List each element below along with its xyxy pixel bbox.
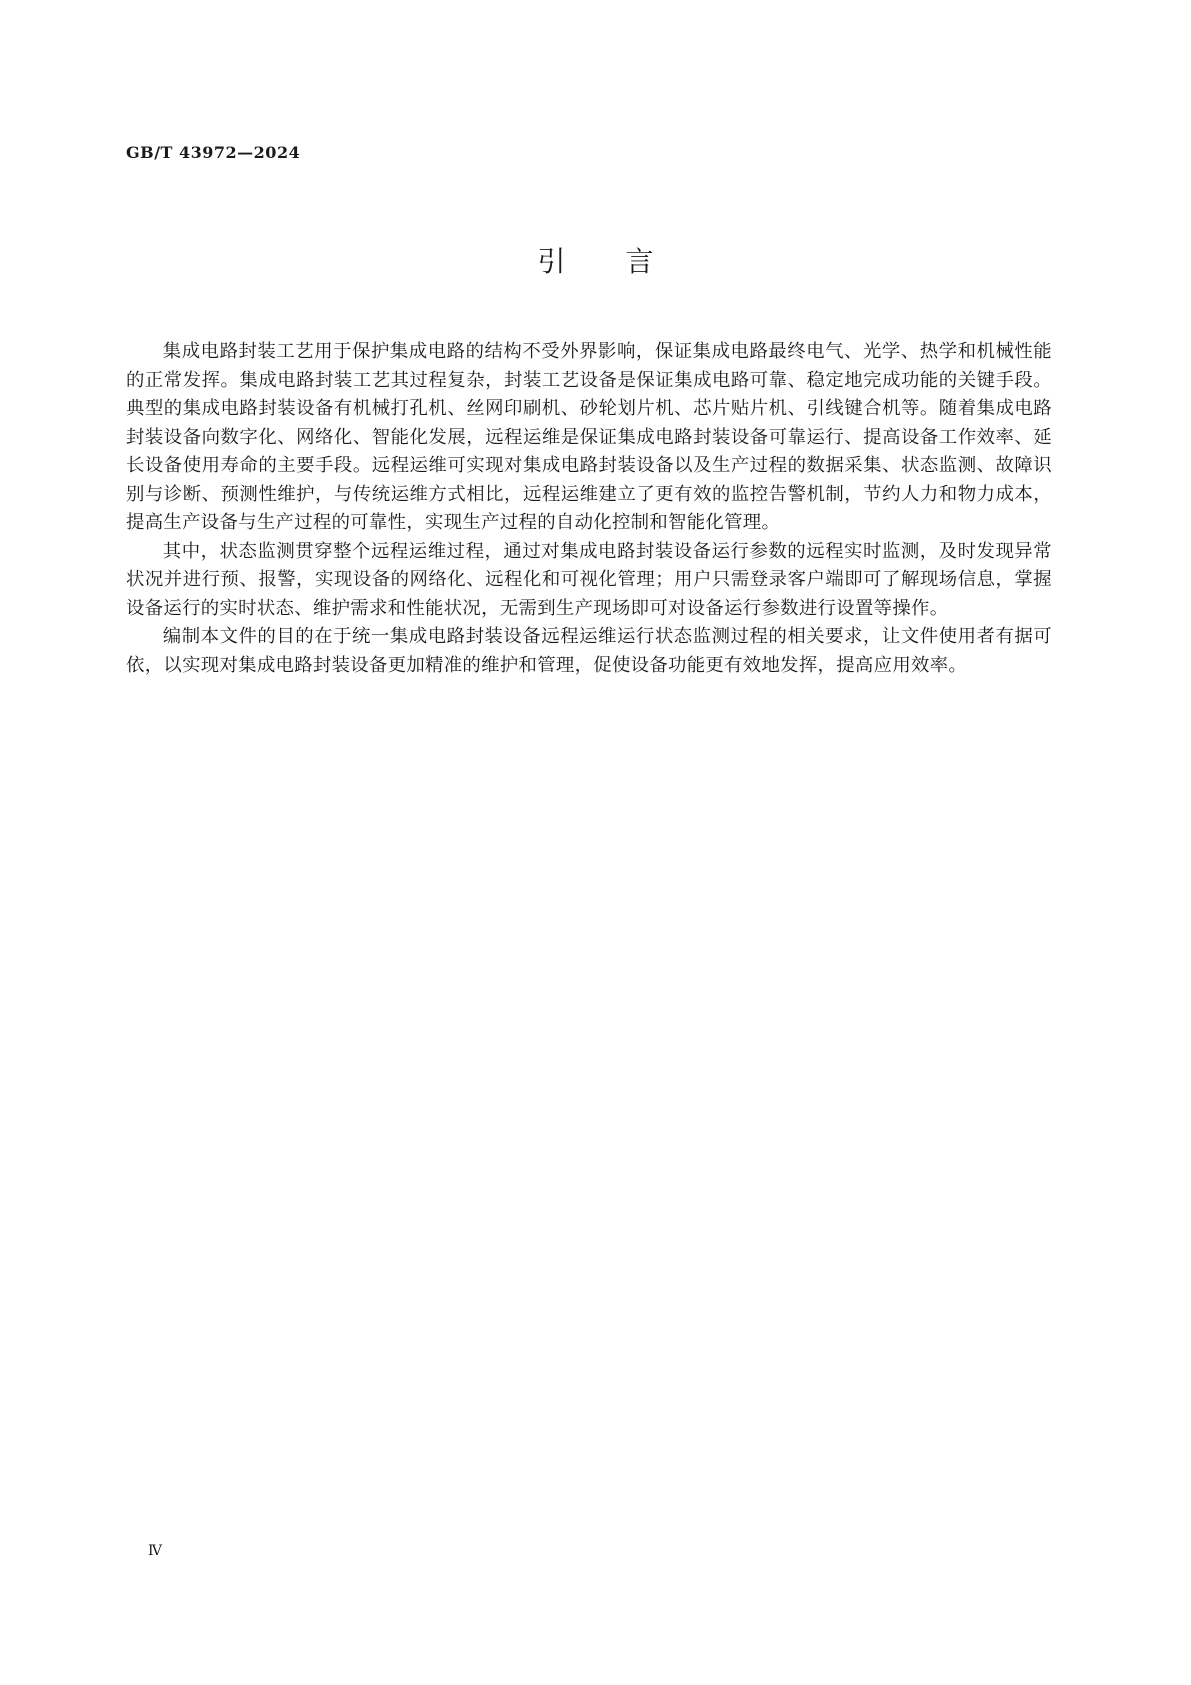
body-text xyxy=(126,338,1052,680)
paragraph-1: 集成电路封装工艺用于保护集成电路的结构不受外界影响，保证集成电路最终电气、光学、热学和机械性能的正常发挥。集成电路封装工艺其过程复杂，封装工艺设备是保证集成电路可靠、稳定地完成功能的关键手段。典型的集成电路封装设备有机械打孔机、丝网印刷机、砂轮划片机、芯片贴片机、引线键合机等。随着集成电路封装设备向数字化、网络化、智能化发展，远程运维是保证集成电路封装设备可靠运行、提高设备工作效率、延长设备使用寿命的主要手段。远程运维可实现对集成电路封装设备以及生产过程的数据采集、状态监测、故障识别与诊断、预测性维护，与传统运维方式相比，远程运维建立了更有效的监控告警机制，节约人力和物力成本，提高生产设备与生产过程的可靠性，实现生产过程的自动化控制和智能化管理。 xyxy=(126,341,1052,533)
page-number: Ⅳ xyxy=(148,1543,162,1559)
section-title: 引言 xyxy=(537,245,714,278)
document-code: GB/T 43972—2024 xyxy=(126,143,301,162)
paragraph-3: 编制本文件的目的在于统一集成电路封装设备远程运维运行状态监测过程的相关要求，让文件使用者有据可依，以实现对集成电路封装设备更加精准的维护和管理，促使设备功能更有效地发挥，提高应用效率。 xyxy=(126,626,1052,676)
paragraph-2: 其中，状态监测贯穿整个远程运维过程，通过对集成电路封装设备运行参数的远程实时监测，及时发现异常状况并进行预、报警，实现设备的网络化、远程化和可视化管理；用户只需登录客户端即可了解现场信息，掌握设备运行的实时状态、维护需求和性能状况，无需到生产现场即可对设备运行参数进行设置等操作。 xyxy=(126,540,1052,619)
